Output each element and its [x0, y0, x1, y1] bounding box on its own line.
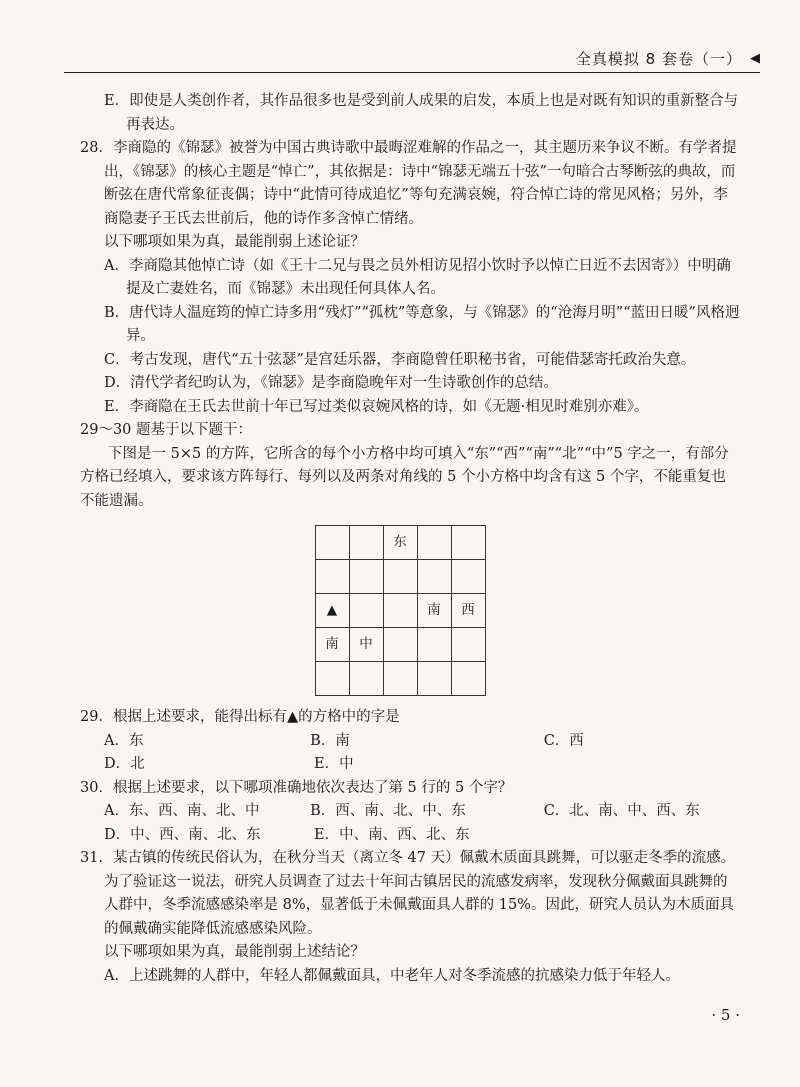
grid-row [315, 526, 485, 560]
grid-cell [451, 560, 485, 594]
grid-cell [315, 662, 349, 696]
grid-row [315, 560, 485, 594]
grid-cell [417, 560, 451, 594]
question-29-option-b: B．南 [310, 732, 350, 749]
question-30-option-a: A．东、西、南、北、中 [104, 803, 260, 819]
grid-cell [417, 526, 451, 560]
grid-cell [315, 526, 349, 560]
question-29-options-row-1 [104, 730, 740, 754]
grid-cell [383, 594, 417, 628]
question-29-option-c: C．西 [543, 732, 584, 749]
question-30-option-b: B．西、南、北、中、东 [310, 803, 466, 819]
question-30-stem: 30．根据上述要求，以下哪项准确地依次表达了第 5 行的 5 个字？ [80, 779, 513, 796]
question-31-option-a: A．上述跳舞的人群中，年轻人都佩戴面具，中老年人对冬季流感的抗感染力低于年轻人。 [104, 967, 680, 984]
grid-row [315, 594, 485, 628]
question-30-option-d: D．中、西、南、北、东 [104, 826, 261, 843]
question-29-option-d: D．北 [104, 756, 145, 772]
grid-cell [383, 628, 417, 662]
question-29-option-e: E．中 [314, 756, 354, 772]
question-30-options-row-2 [104, 824, 740, 848]
question-28-option-e: E．李商隐在王氏去世前十年已写过类似哀婉风格的诗，如《无题·相见时难别亦难》。 [104, 398, 649, 415]
grid-cell-triangle-marker: ▲ [315, 594, 349, 628]
question-30-option-e: E．中、南、西、北、东 [314, 826, 470, 843]
grid-cell: 西 [451, 594, 485, 628]
question-29-stem: 29．根据上述要求，能得出标有▲的方格中的字是 [80, 709, 400, 725]
grid-cell [349, 662, 383, 696]
question-28-option-c: C．考古发现，唐代“五十弦瑟”是宫廷乐器，李商隐曾任职秘书省，可能借瑟寄托政治失意。 [104, 351, 696, 368]
question-31-prompt: 以下哪项如果为真，最能削弱上述结论？ [104, 944, 365, 960]
question-29-options-row-2 [104, 753, 740, 777]
grid-cell [417, 628, 451, 662]
question-31-stem: 31．某古镇的传统民俗认为，在秋分当天（离立冬 47 天）佩戴木质面具跳舞，可以驱走冬季的流感。为了验证这一说法，研究人员调查了过去十年间古镇居民的流感发病率，发现秋分佩戴面具跳舞的人群中，冬季流感感染率是 8%，显著低于未佩戴面具人群的 15%。因此，研究人员认为木质面具的佩戴确实能降低流感感染风险。 [80, 850, 736, 937]
grid-cell [383, 560, 417, 594]
grid-cell: 南 [417, 594, 451, 628]
grid-row [315, 628, 485, 662]
grid-container [60, 525, 740, 696]
grid-cell [451, 628, 485, 662]
grid-cell [349, 594, 383, 628]
question-28-option-b: B．唐代诗人温庭筠的悼亡诗多用“残灯”“孤枕”等意象，与《锦瑟》的“沧海月明”“蓝田日暖”风格迥异。 [104, 304, 740, 344]
header-title: 全真模拟 8 套卷（一） [575, 49, 742, 68]
grid-cell: 东 [383, 526, 417, 560]
header-arrow-icon: ◀ [750, 50, 760, 66]
grid-cell [417, 662, 451, 696]
grid-row [315, 662, 485, 696]
question-28-stem: 28．李商隐的《锦瑟》被誉为中国古典诗歌中最晦涩难解的作品之一，其主题历来争议不断。有学者提出，《锦瑟》的核心主题是“悼亡”，其依据是：诗中“锦瑟无端五十弦”一句暗合古琴断弦的典故，而断弦在唐代常象征丧偶；诗中“此情可待成追忆”等句充满哀婉，符合悼亡诗的常见风格；另外，李商隐妻子王氏去世前后，他的诗作多含悼亡情绪。 [80, 140, 737, 227]
question-28-option-a: A．李商隐其他悼亡诗（如《王十二兄与畏之员外相访见招小饮时予以悼亡日近不去因寄》）中明确提及亡妻姓名，而《锦瑟》未出现任何具体人名。 [104, 257, 731, 297]
question-30-option-c: C．北、南、中、西、东 [543, 803, 700, 819]
grid-cell [349, 526, 383, 560]
grid-cell [451, 662, 485, 696]
question-29-30-text: 下图是一 5×5 的方阵，它所含的每个小方格中均可填入“东”“西”“南”“北”“中”5 字之一，有部分方格已经填入，要求该方阵每行、每列以及两条对角线的 5 个小方格中均含有这 5 个字，不能重复也不能遗漏。 [80, 445, 729, 509]
grid-cell: 中 [349, 628, 383, 662]
grid-cell [383, 662, 417, 696]
question-30-options-row-1 [104, 800, 740, 824]
question-29-option-a: A．东 [104, 732, 144, 749]
question-29-30-intro: 29～30 题基于以下题干： [80, 422, 253, 438]
page-header [64, 44, 760, 73]
page-body [80, 90, 740, 988]
page-number: · 5 · [711, 1006, 740, 1024]
grid-cell [349, 560, 383, 594]
question-28-prompt: 以下哪项如果为真，最能削弱上述论证？ [104, 234, 365, 250]
question-28-option-d: D．清代学者纪昀认为，《锦瑟》是李商隐晚年对一生诗歌创作的总结。 [104, 375, 558, 391]
grid-cell [315, 560, 349, 594]
grid-cell [451, 526, 485, 560]
prev-question-option-e: E．即使是人类创作者，其作品很多也是受到前人成果的启发，本质上也是对既有知识的重新整合与再表达。 [104, 93, 739, 133]
grid-cell: 南 [315, 628, 349, 662]
puzzle-grid [315, 525, 486, 696]
